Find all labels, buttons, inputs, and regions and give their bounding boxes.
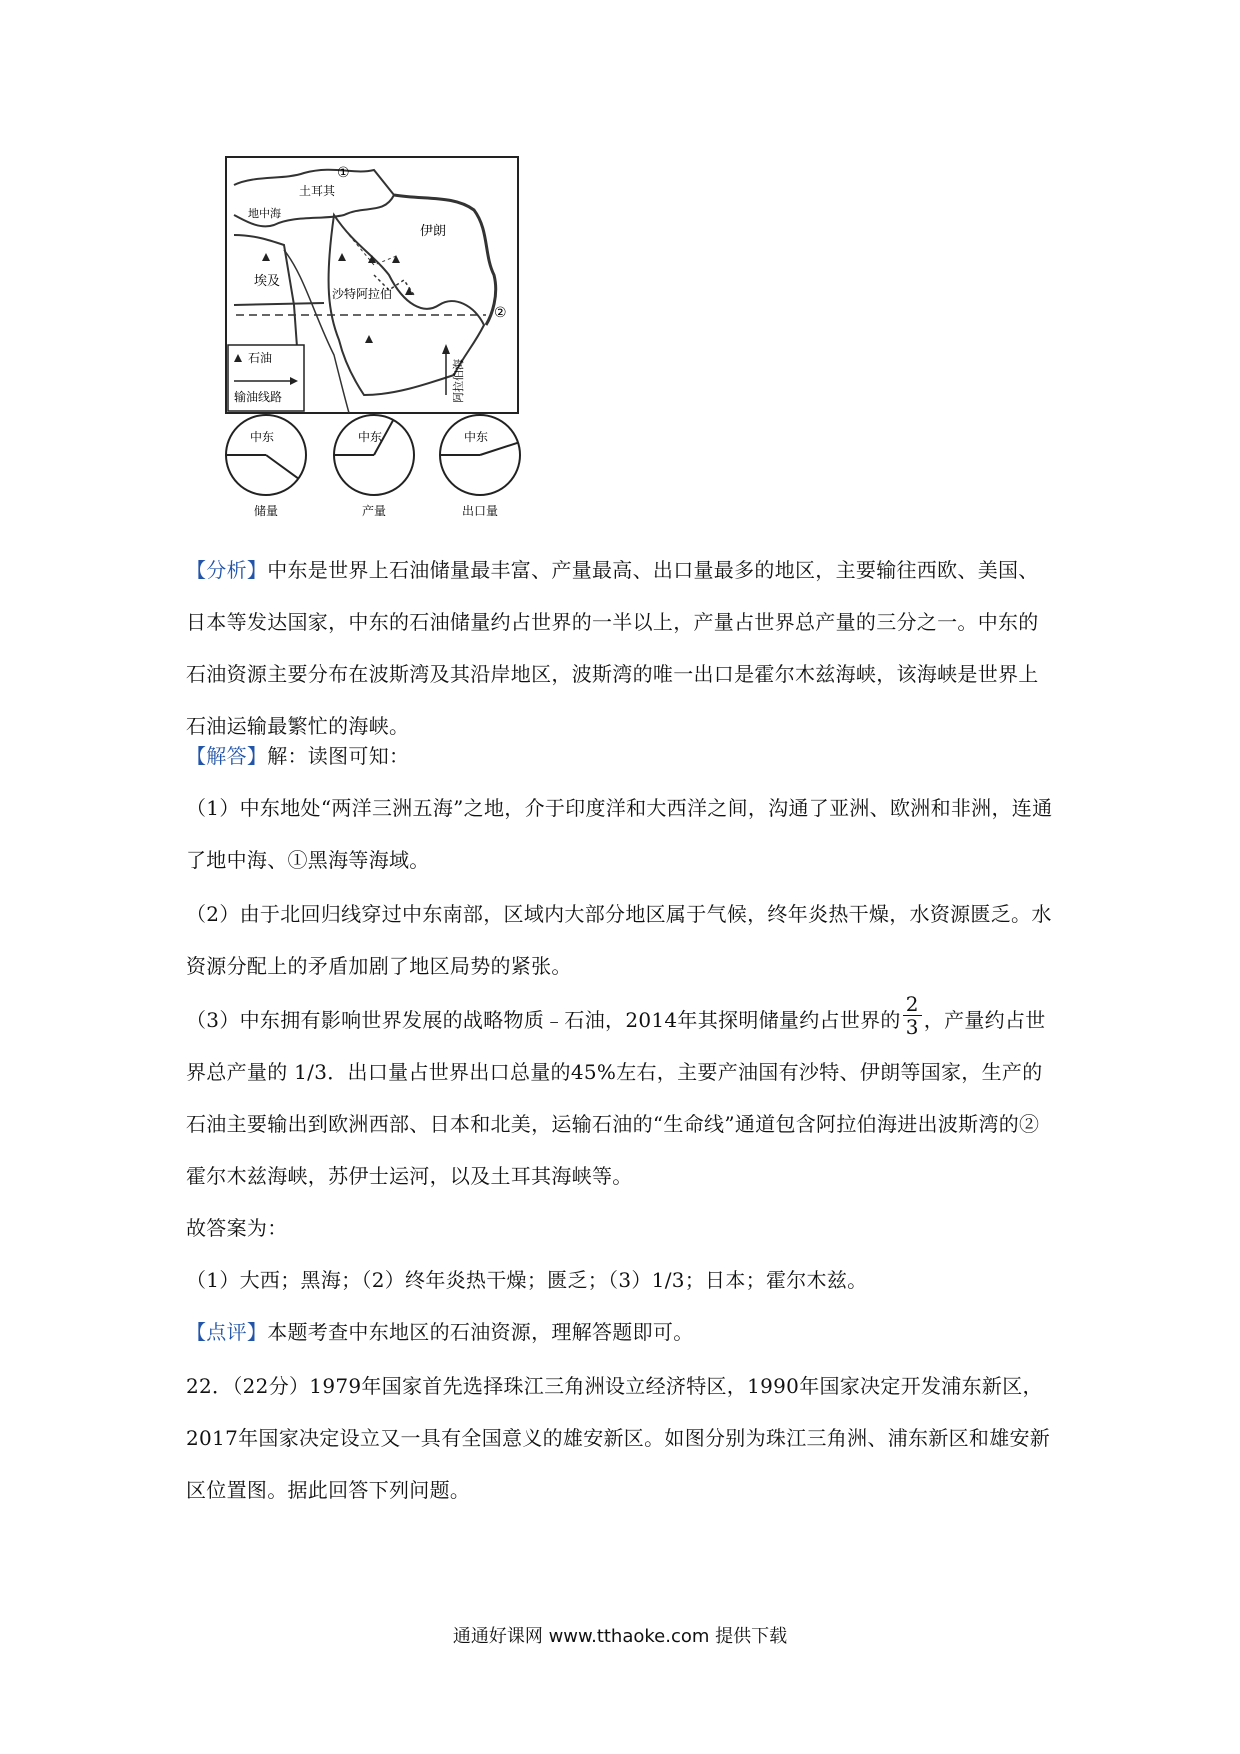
- pie-2-caption: 产量: [361, 504, 387, 518]
- answer-p3-after: ，产量约占世界总产量的 1/3．出口量占世界出口总量的45%左右，主要产油国有沙特、伊朗等国家，生产的石油主要输出到欧洲西部、日本和北美，运输石油的“生命线”通道包含阿拉伯海进出波斯湾的②霍尔木兹海峡，苏伊士运河，以及土耳其海峡等。: [186, 1008, 1046, 1188]
- map-label-saudi: 沙特阿拉伯: [332, 287, 393, 301]
- fraction-two-thirds: [903, 993, 922, 1038]
- map-label-circle1: ①: [337, 165, 350, 181]
- map-label-arabian-sea: 阿拉伯海: [452, 359, 465, 403]
- map-label-circle2: ②: [494, 305, 507, 321]
- answer-paragraph-2: （2）由于北回归线穿过中东南部，区域内大部分地区属于气候，终年炎热干燥，水资源匮乏。水资源分配上的矛盾加剧了地区局势的紧张。: [186, 902, 1052, 978]
- pie-1-caption: 储量: [253, 504, 279, 518]
- map-label-egypt: 埃及: [254, 274, 281, 289]
- analysis-paragraph: [186, 544, 1056, 752]
- analysis-text: 中东是世界上石油储量最丰富、产量最高、出口量最多的地区，主要输往西欧、美国、日本等发达国家，中东的石油储量约占世界的一半以上，产量占世界总产量的三分之一。中东的石油资源主要分布在波斯湾及其沿岸地区，波斯湾的唯一出口是霍尔木兹海峡，该海峡是世界上石油运输最繁忙的海峡。: [186, 558, 1039, 738]
- pie-1-label: 中东: [250, 430, 275, 444]
- analysis-tag: 【分析】: [186, 558, 268, 582]
- comment-tag: 【点评】: [186, 1320, 268, 1344]
- page-footer: 通通好课网 www.tthaoke.com 提供下载: [452, 1626, 788, 1647]
- pie-2-label: 中东: [358, 430, 383, 444]
- answer-intro-text: 解：读图可知：: [267, 744, 410, 768]
- map-label-iran: 伊朗: [420, 224, 447, 239]
- pie-3-caption: 出口量: [461, 504, 499, 518]
- answer-paragraph-3: [186, 994, 1056, 1202]
- conclusion-text: （1）大西；黑海；（2）终年炎热干燥；匮乏；（3）1/3；日本；霍尔木兹。: [186, 1268, 868, 1292]
- map-label-turkey: 土耳其: [299, 184, 336, 198]
- legend-pipeline: 输油线路: [234, 390, 283, 404]
- comment-text: 本题考查中东地区的石油资源，理解答题即可。: [267, 1320, 694, 1344]
- question-22: 22．（22分）1979年国家首先选择珠江三角洲设立经济特区，1990年国家决定开发浦东新区，2017年国家决定设立又一具有全国意义的雄安新区。如图分别为珠江三角洲、浦东新区和雄安新区位置图。据此回答下列问题。: [186, 1374, 1051, 1502]
- answer-tag: 【解答】: [186, 744, 268, 768]
- answer-p3-before: （3）中东拥有影响世界发展的战略物质﹣石油，2014年其探明储量约占世界的: [186, 1008, 901, 1032]
- pie-charts: [226, 415, 520, 518]
- middle-east-figure: [224, 155, 524, 525]
- comment-paragraph: [186, 1306, 1056, 1358]
- pie-3-label: 中东: [464, 430, 489, 444]
- answer-intro: [186, 730, 1056, 782]
- conclusion-label: 故答案为：: [186, 1216, 288, 1240]
- fraction-numerator: 2: [903, 993, 922, 1016]
- fraction-denominator: 3: [905, 1015, 919, 1039]
- map-label-mediterranean: 地中海: [248, 207, 281, 220]
- answer-paragraph-1: （1）中东地处“两洋三洲五海”之地，介于印度洋和大西洋之间，沟通了亚洲、欧洲和非洲，连通了地中海、①黑海等海域。: [186, 796, 1053, 872]
- legend-oil: 石油: [248, 351, 273, 365]
